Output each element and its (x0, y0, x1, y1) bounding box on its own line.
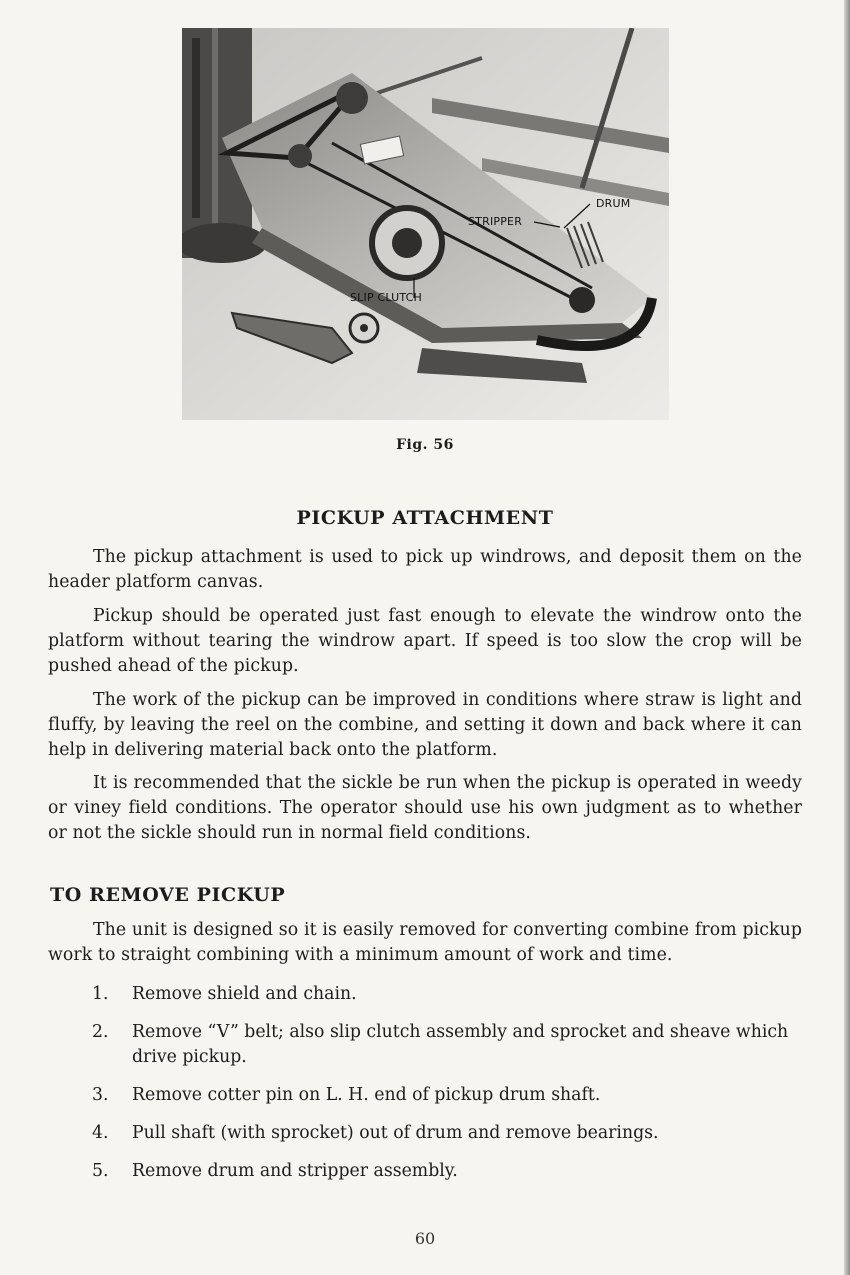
step-number: 1. (92, 984, 109, 1004)
step-text: Remove drum and stripper assembly. (132, 1161, 458, 1181)
paragraph-speed: Pickup should be operated just fast enough to elevate the windrow onto the platform without tearing the windrow apart. If speed is too slow the crop will be pushed ahead of the pickup. (48, 606, 802, 676)
paragraph-sickle: It is recommended that the sickle be run when the pickup is operated in weedy or viney field conditions. The operator should use his own judgment as to whether or not the sickle should run in normal field conditions. (48, 773, 802, 843)
subsection-title: TO REMOVE PICKUP (50, 884, 286, 906)
step-text: Remove cotter pin on L. H. end of pickup drum shaft. (132, 1085, 601, 1105)
list-item (48, 1083, 802, 1108)
stripper-callout: STRIPPER (468, 215, 523, 228)
step-text: Remove “V” belt; also slip clutch assembly and sprocket and sheave which drive pickup. (132, 1022, 789, 1067)
list-item (48, 982, 802, 1007)
list-item (48, 1020, 802, 1070)
step-number: 3. (92, 1085, 109, 1105)
step-number: 4. (92, 1123, 109, 1143)
slip-clutch-callout: SLIP CLUTCH (350, 291, 423, 304)
removal-steps-list (48, 982, 802, 1197)
step-number: 2. (92, 1022, 109, 1042)
paragraph-reel: The work of the pickup can be improved in conditions where straw is light and fluffy, by leaving the reel on the combine, and setting it down and back where it can help in delivering material back onto the platform. (48, 690, 802, 760)
list-item (48, 1121, 802, 1146)
drum-callout: DRUM (596, 197, 631, 210)
subsection-intro: The unit is designed so it is easily removed for converting combine from pickup work to straight combining with a minimum amount of work and time. (48, 920, 802, 965)
pickup-attachment-photo (182, 28, 669, 420)
paragraph-intro: The pickup attachment is used to pick up windrows, and deposit them on the header platform canvas. (48, 547, 802, 592)
section-title: PICKUP ATTACHMENT (296, 507, 554, 529)
page-edge-shadow (844, 0, 850, 1275)
step-text: Pull shaft (with sprocket) out of drum and remove bearings. (132, 1123, 659, 1143)
figure-caption: Fig. 56 (396, 437, 454, 453)
list-item (48, 1159, 802, 1184)
step-number: 5. (92, 1161, 109, 1181)
step-text: Remove shield and chain. (132, 984, 357, 1004)
page-number: 60 (414, 1229, 436, 1248)
